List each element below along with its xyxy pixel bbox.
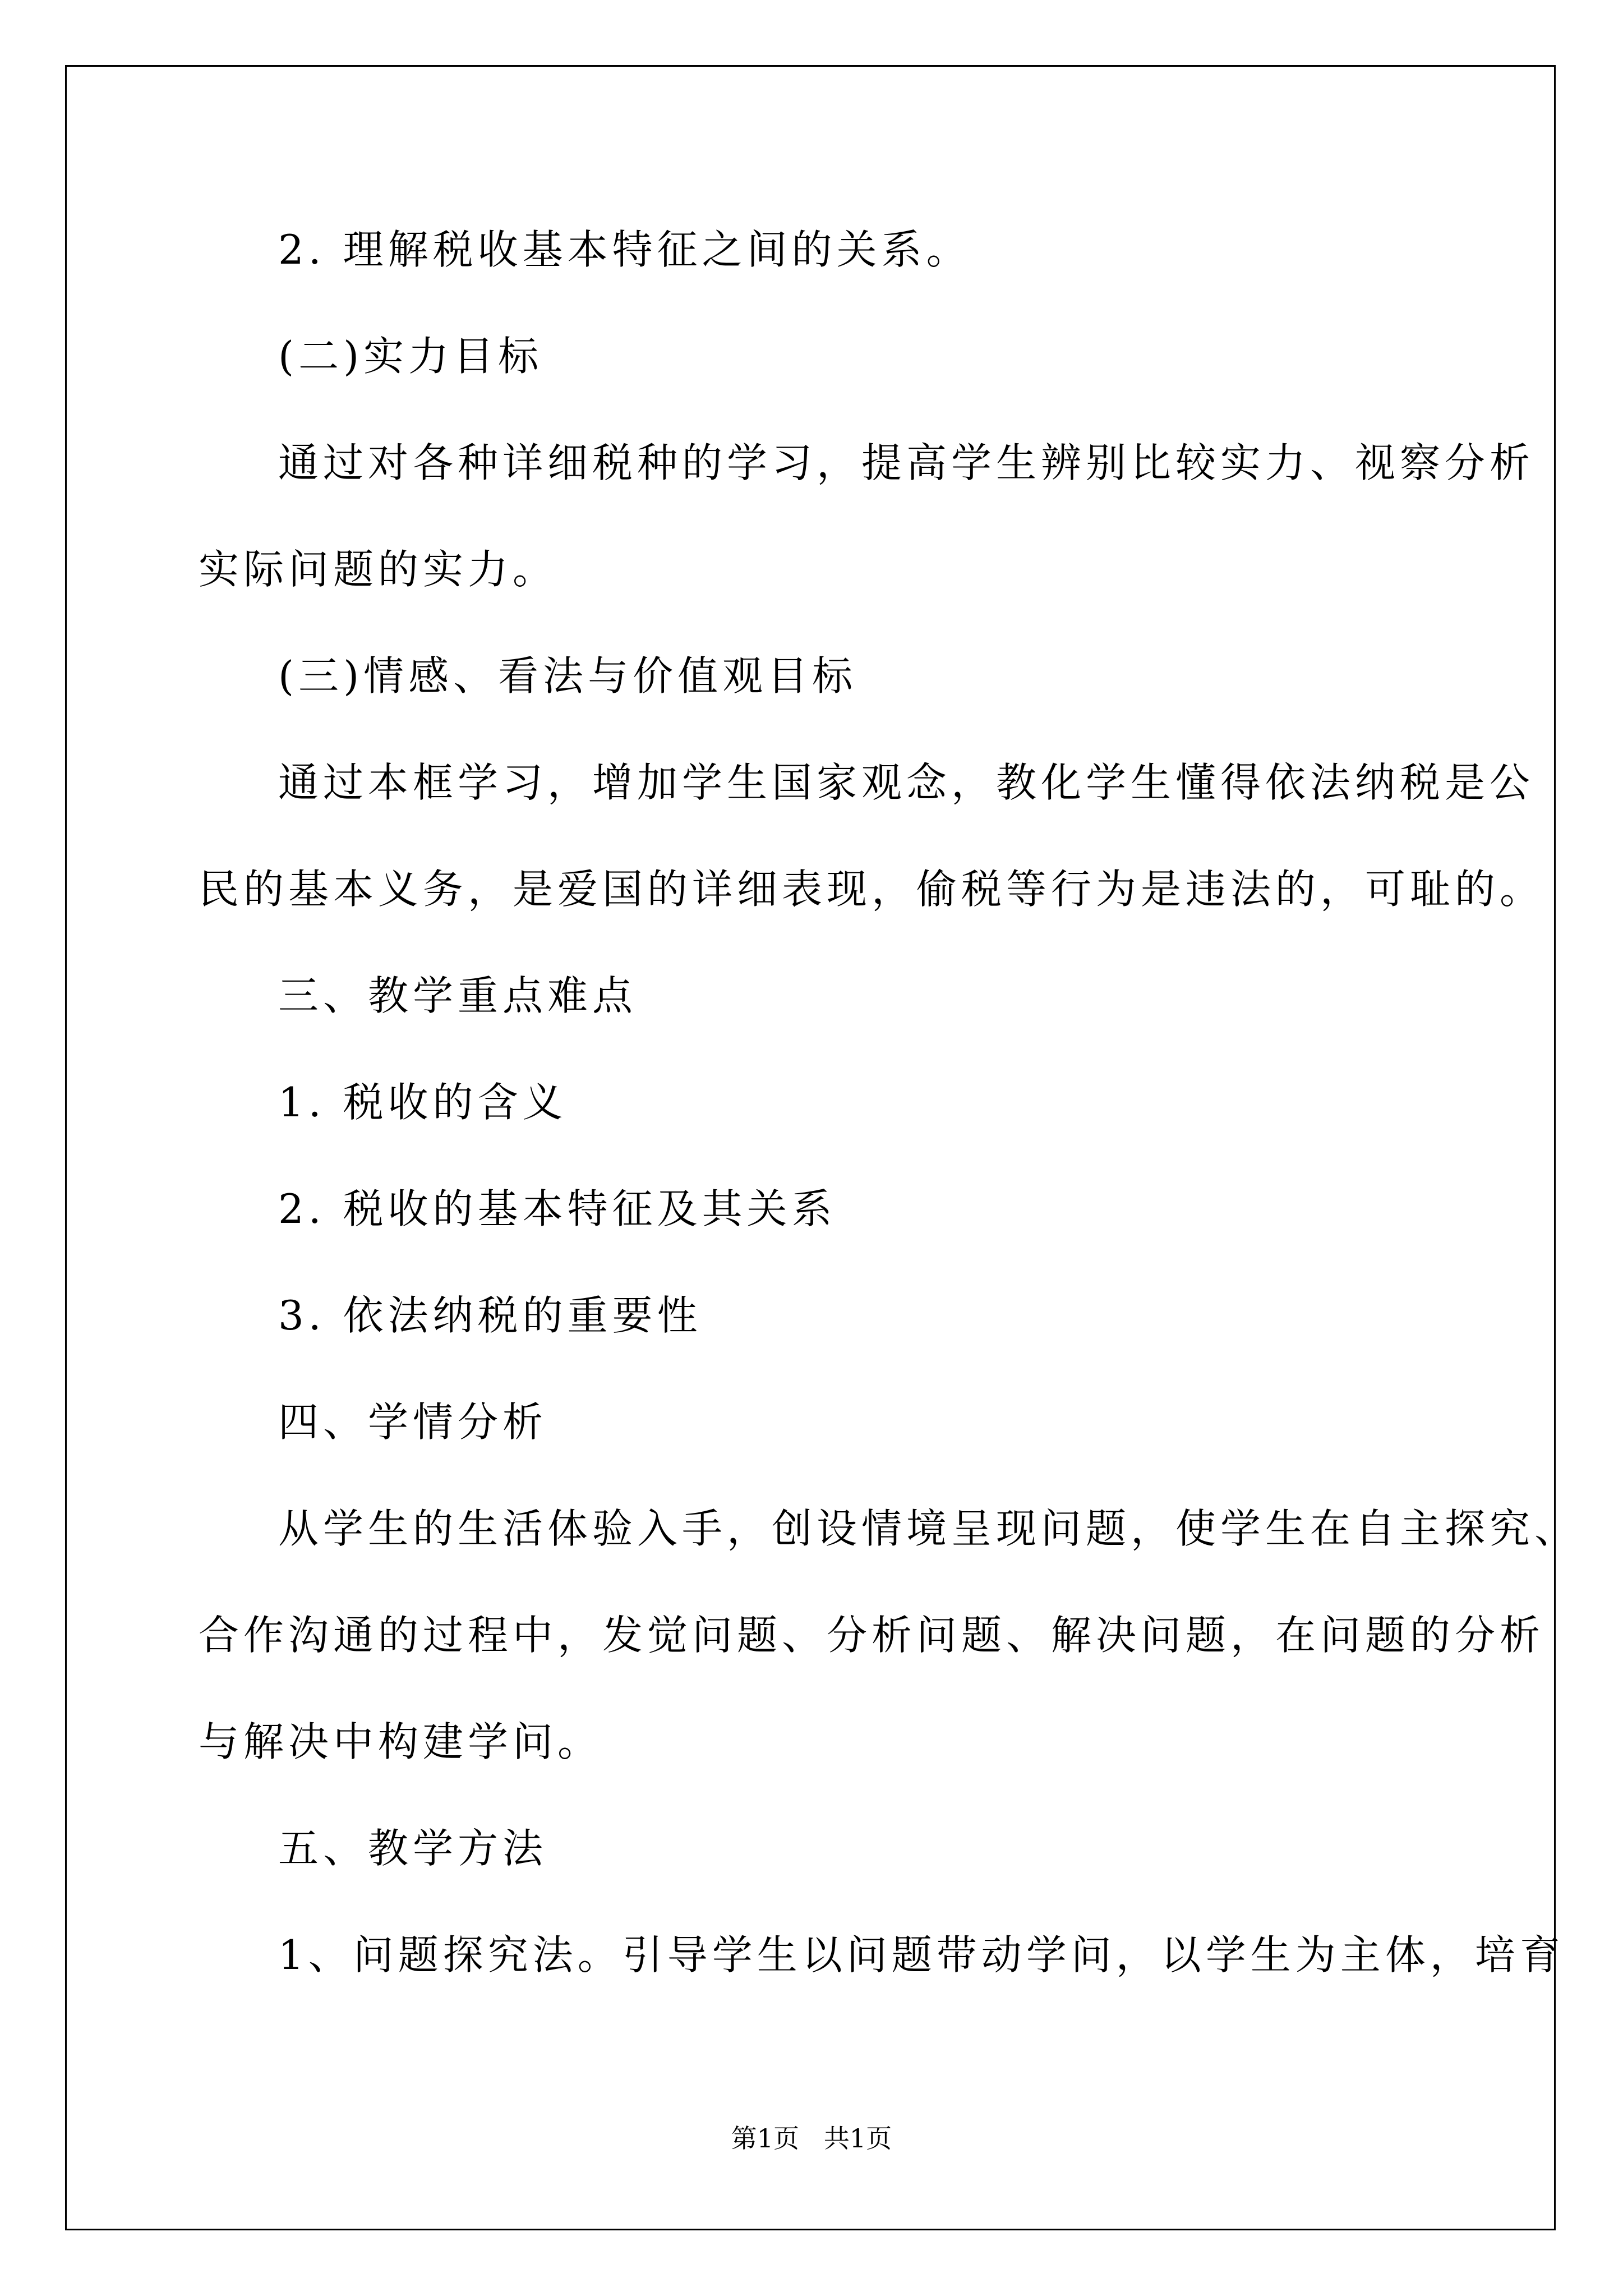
heading-teaching-method: 五、教学方法	[278, 1825, 548, 1872]
list-item-key-3: 3. 依法纳税的重要性	[278, 1292, 702, 1339]
list-item-key-2: 2. 税收的基本特征及其关系	[278, 1185, 837, 1232]
paragraph-emotion-line-2: 民的基本义务，是爱国的详细表现，偷税等行为是违法的，可耻的。	[199, 866, 1545, 913]
heading-emotion-goal: (三)情感、看法与价值观目标	[278, 652, 857, 700]
paragraph-analysis-line-2: 合作沟通的过程中，发觉问题、分析问题、解决问题，在问题的分析	[199, 1612, 1545, 1659]
text-line-objective-2: 2. 理解税收基本特征之间的关系。	[278, 226, 971, 273]
paragraph-method-line-1: 1、问题探究法。引导学生以问题带动学问，以学生为主体，培育	[278, 1931, 1565, 1978]
paragraph-analysis-line-3: 与解决中构建学问。	[199, 1718, 603, 1765]
heading-student-analysis: 四、学情分析	[278, 1398, 548, 1446]
paragraph-analysis-line-1: 从学生的生活体验入手，创设情境呈现问题，使学生在自主探究、	[278, 1505, 1580, 1552]
page-border	[65, 65, 1556, 2230]
list-item-key-1: 1. 税收的含义	[278, 1079, 568, 1126]
paragraph-emotion-line-1: 通过本框学习，增加学生国家观念，教化学生懂得依法纳税是公	[278, 759, 1535, 806]
page-footer: 第1页 共1页	[731, 2123, 892, 2154]
heading-key-points: 三、教学重点难点	[278, 972, 638, 1019]
heading-ability-goal: (二)实力目标	[278, 333, 543, 380]
paragraph-ability-line-2: 实际问题的实力。	[199, 546, 558, 593]
paragraph-ability-line-1: 通过对各种详细税种的学习，提高学生辨别比较实力、视察分析	[278, 439, 1535, 486]
